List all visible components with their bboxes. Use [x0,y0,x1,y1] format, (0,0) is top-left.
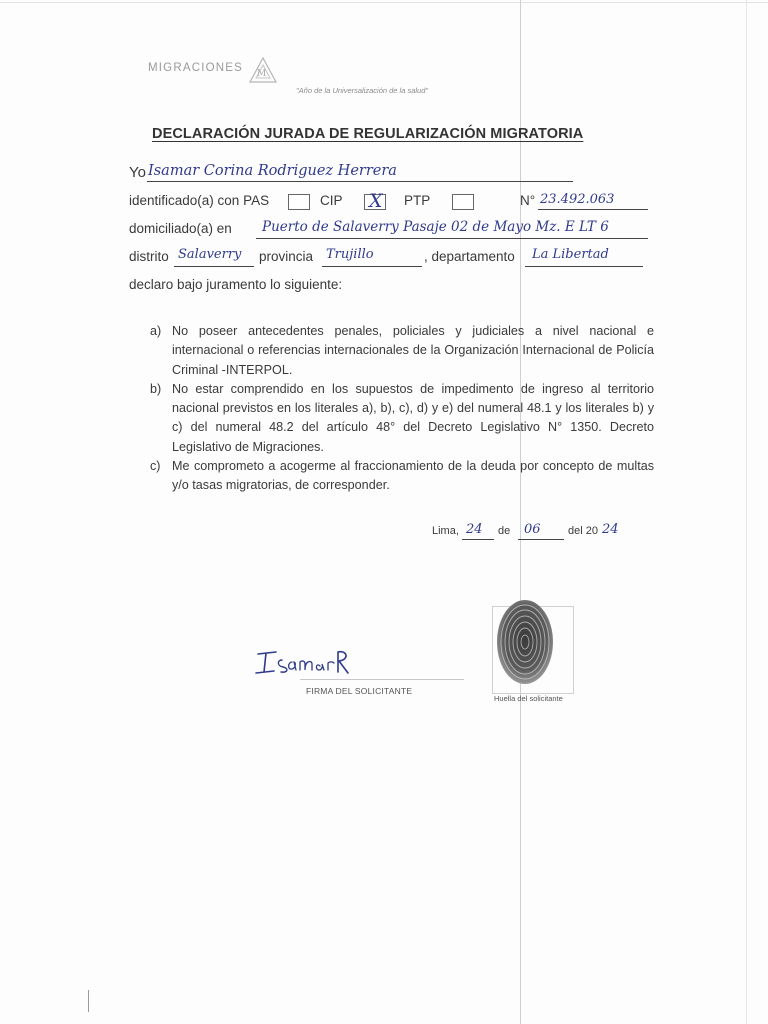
page-right-edge [746,0,747,1024]
district-underline [174,266,254,267]
number-label: N° [520,193,536,208]
date-year-label: del 20 [568,525,598,537]
yo-label: Yo [129,164,146,181]
date-day-underline [462,539,494,540]
declaration-item-a [150,322,654,380]
cip-checkmark: X [369,190,383,212]
declaration-item-b [150,380,654,457]
item-text: Me comprometo a acogerme al fraccionamiento de la deuda por concepto de multas y/o tasas migratorias, de corresponder. [172,459,654,493]
thumbprint-image [494,598,556,692]
district-value: Salaverry [178,247,242,262]
document-number: 23.492.063 [540,192,615,207]
svg-text:M: M [257,69,267,79]
province-value: Trujillo [326,247,374,262]
number-underline [538,209,648,210]
district-label: distrito [129,249,169,264]
department-underline [525,266,643,267]
declarations-list [150,322,654,496]
declare-text: declaro bajo juramento lo siguiente: [129,277,343,292]
item-text: No poseer antecedentes penales, policiales y judiciales a nivel nacional e internacional o referencias internacionales de la Organización Internacional de Policía Criminal -INTERPOL. [172,324,654,377]
date-year-value: 24 [602,522,619,537]
name-value: Isamar Corina Rodriguez Herrera [148,163,397,179]
page-title: DECLARACIÓN JURADA DE REGULARIZACIÓN MIGRATORIA [152,126,584,142]
thumbprint-label: Huella del solicitante [494,694,563,703]
item-letter: c) [150,459,161,474]
date-month: 06 [524,522,541,537]
department-label: , departamento [424,249,515,264]
pas-checkbox[interactable] [288,194,310,210]
date-month-underline [518,539,564,540]
date-de-label: de [498,525,511,537]
date-city-label: Lima, [432,525,459,537]
item-text: No estar comprendido en los supuestos de impedimento de ingreso al territorio nacional previstos en los literales a), b), c), d) y e) del numeral 48.1 y los literales b) y c) del numeral 48.2 del artículo 48° del Decreto Legislativo N° 1350. Decreto Legislativo de Migraciones. [172,381,654,454]
signature-line [300,679,464,680]
province-underline [322,266,422,267]
signature-image [252,646,352,680]
migraciones-emblem-icon [246,56,280,86]
cip-label: CIP [320,193,343,208]
date-day: 24 [466,522,483,537]
signature-label: FIRMA DEL SOLICITANTE [306,686,413,696]
domicile-value: Puerto de Salaverry Pasaje 02 de Mayo Mz. E LT 6 [262,219,609,235]
department-value: La Libertad [532,247,609,262]
item-letter: a) [150,324,162,338]
page-top-edge [0,2,768,3]
page-fold-line [520,0,521,1024]
name-underline [147,181,573,182]
item-letter: b) [150,381,162,396]
identified-label: identificado(a) con PAS [129,193,270,208]
margin-mark [88,990,89,1012]
domicile-label: domiciliado(a) en [129,221,232,236]
logo-text: MIGRACIONES [148,62,243,74]
province-label: provincia [259,249,314,264]
ptp-label: PTP [404,193,431,208]
declaration-item-c [150,457,654,496]
ptp-checkbox[interactable] [452,194,474,210]
domicile-underline [256,238,648,239]
year-motto: "Año de la Universalización de la salud" [296,86,429,95]
